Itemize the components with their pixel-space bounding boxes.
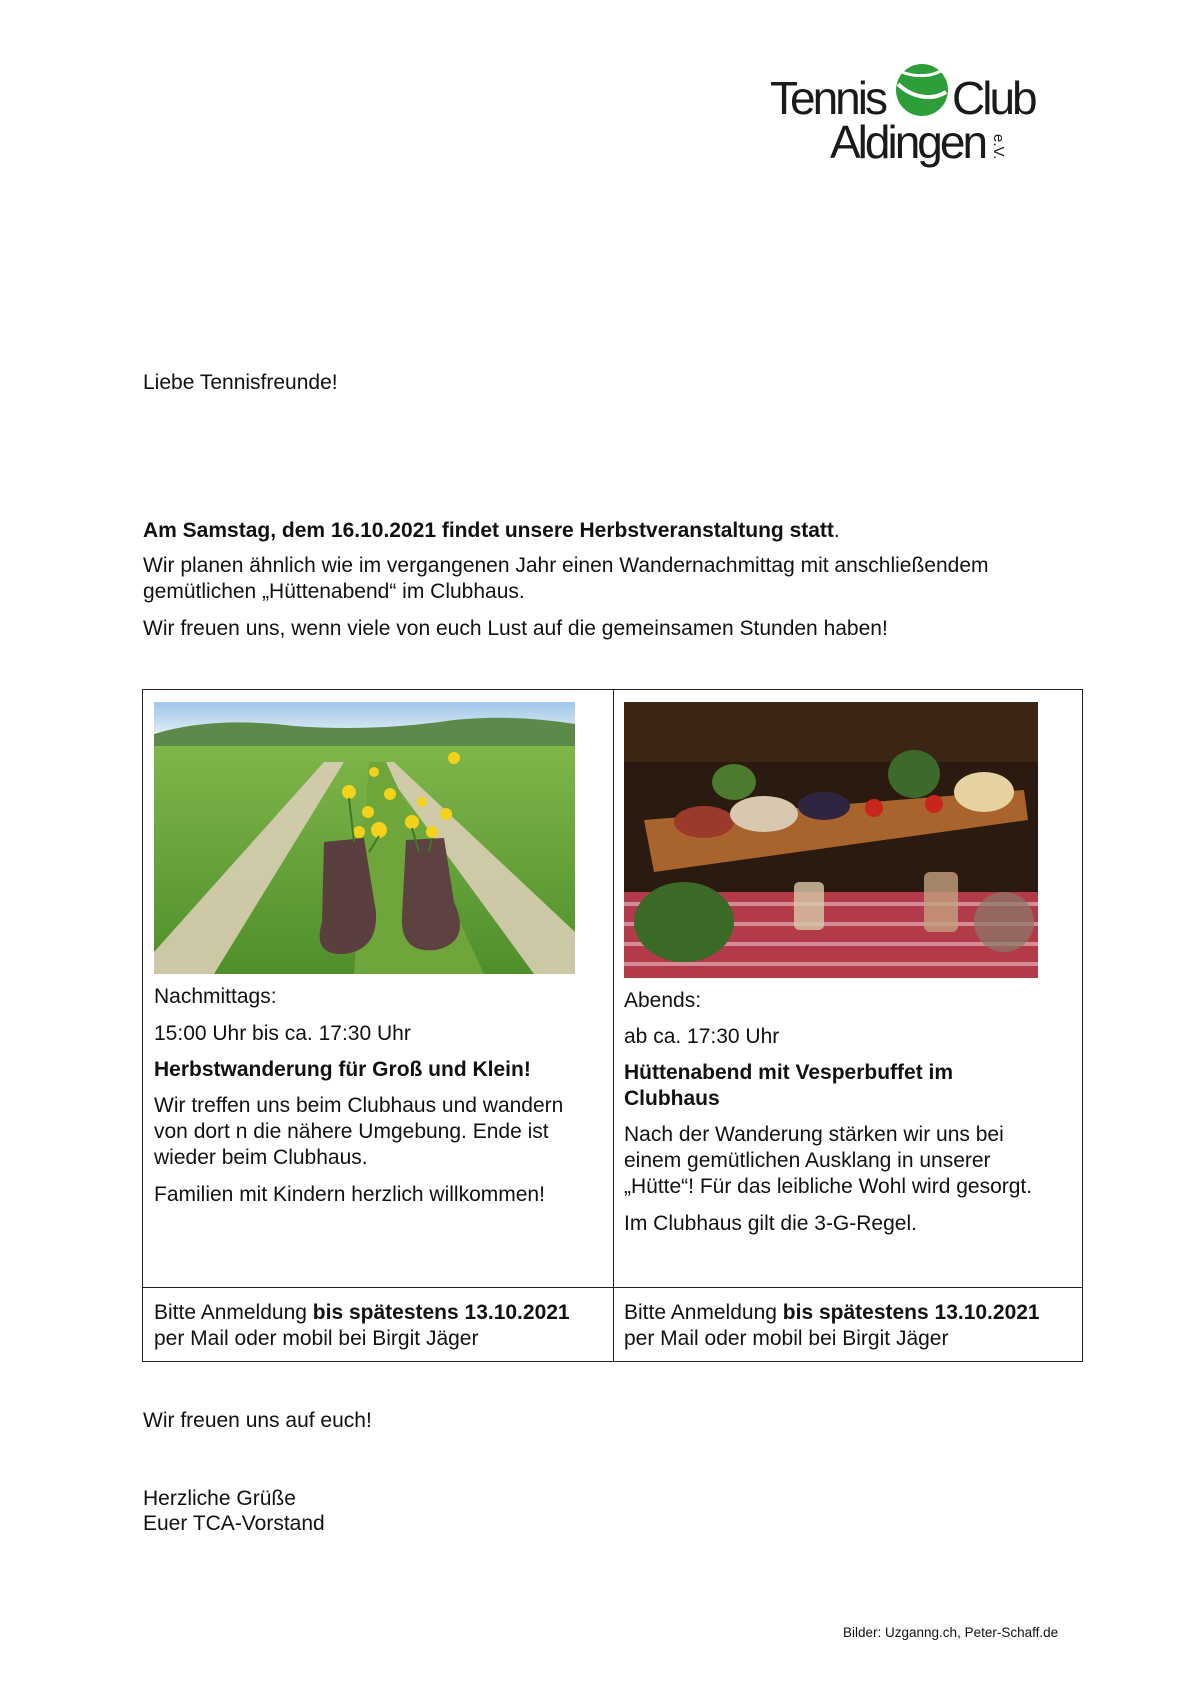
left-registration-line-2: per Mail oder mobil bei Birgit Jäger — [154, 1327, 479, 1350]
right-label: Abends: — [624, 989, 702, 1012]
right-registration-prefix: Bitte Anmeldung — [624, 1301, 783, 1324]
left-time: 15:00 Uhr bis ca. 17:30 Uhr — [154, 1022, 411, 1045]
right-title-line-2: Clubhaus — [624, 1087, 720, 1110]
right-registration-line-1 — [624, 1300, 1040, 1326]
buffet-table-photo — [624, 702, 1038, 978]
left-title: Herbstwanderung für Groß und Klein! — [154, 1058, 531, 1081]
left-desc-line-1: Wir treffen uns beim Clubhaus und wandern — [154, 1094, 564, 1117]
left-registration-deadline: bis spätestens 13.10.2021 — [312, 1301, 570, 1324]
headline-period: . — [833, 519, 840, 542]
logo-text-ev: e.V. — [990, 134, 1007, 160]
right-desc-line-2: einem gemütlichen Ausklang in unserer — [624, 1149, 991, 1172]
intro-line-2: gemütlichen „Hüttenabend“ im Clubhaus. — [143, 580, 525, 603]
closing-line: Wir freuen uns auf euch! — [143, 1409, 372, 1432]
logo-text-tennis: Tennis — [770, 72, 885, 124]
image-credit: Bilder: Uzganng.ch, Peter-Schaff.de — [843, 1625, 1059, 1640]
regards-line-1: Herzliche Grüße — [143, 1487, 296, 1510]
left-family-note: Familien mit Kindern herzlich willkommen! — [154, 1183, 545, 1206]
right-title-line-1: Hüttenabend mit Vesperbuffet im — [624, 1061, 954, 1084]
logo-text-aldingen: Aldingen — [830, 116, 986, 168]
right-desc-line-1: Nach der Wanderung stärken wir uns bei — [624, 1123, 1004, 1146]
left-registration-prefix: Bitte Anmeldung — [154, 1301, 313, 1324]
right-time: ab ca. 17:30 Uhr — [624, 1025, 780, 1048]
right-desc-line-3: „Hütte“! Für das leibliche Wohl wird gesorgt. — [624, 1175, 1033, 1198]
club-logo — [770, 62, 1070, 182]
right-registration-line-2: per Mail oder mobil bei Birgit Jäger — [624, 1327, 949, 1350]
left-registration-line-1 — [154, 1300, 570, 1326]
left-desc-line-2: von dort n die nähere Umgebung. Ende ist — [154, 1120, 549, 1143]
headline-bold: Am Samstag, dem 16.10.2021 findet unsere Herbstveranstaltung statt — [143, 519, 834, 542]
intro-line-3: Wir freuen uns, wenn viele von euch Lust auf die gemeinsamen Stunden haben! — [143, 617, 888, 640]
right-registration-deadline: bis spätestens 13.10.2021 — [782, 1301, 1040, 1324]
table-divider-horizontal — [143, 1287, 1082, 1288]
event-table — [142, 689, 1083, 1362]
right-rule: Im Clubhaus gilt die 3-G-Regel. — [624, 1212, 917, 1235]
left-label: Nachmittags: — [154, 985, 277, 1008]
intro-line-1: Wir planen ähnlich wie im vergangenen Jahr einen Wandernachmittag mit anschließendem — [143, 554, 989, 577]
tennis-ball-icon — [896, 64, 948, 116]
regards-line-2: Euer TCA-Vorstand — [143, 1512, 325, 1535]
greeting: Liebe Tennisfreunde! — [143, 371, 338, 394]
logo-text-club: Club — [952, 72, 1035, 124]
table-divider-vertical — [613, 690, 614, 1361]
hiking-boots-with-flowers-photo — [154, 702, 575, 974]
left-desc-line-3: wieder beim Clubhaus. — [154, 1146, 368, 1169]
headline — [143, 518, 840, 544]
